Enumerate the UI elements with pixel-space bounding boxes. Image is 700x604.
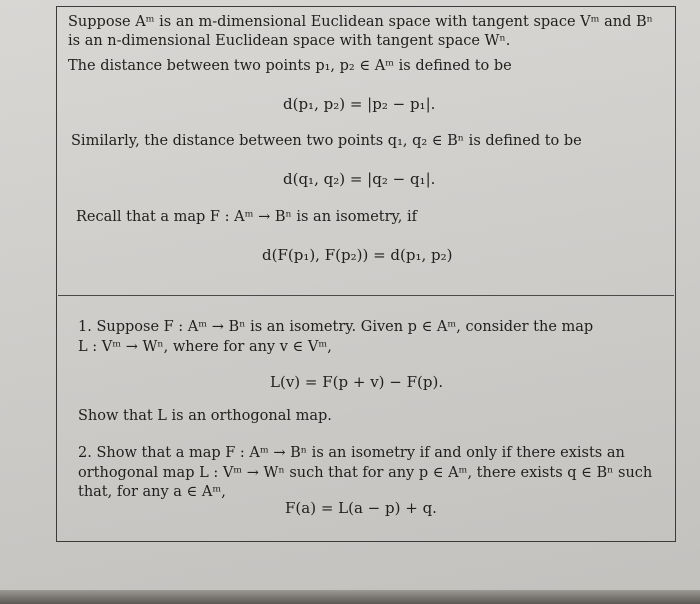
intro-line-4: Similarly, the distance between two points q₁, q₂ ∈ Bⁿ is defined to be [71, 133, 582, 149]
intro-line-3: The distance between two points p₁, p₂ ∈ Aᵐ is defined to be [68, 58, 512, 74]
problem-2-line-2: orthogonal map L : Vᵐ → Wⁿ such that for any p ∈ Aᵐ, there exists q ∈ Bⁿ such [78, 465, 653, 481]
intro-line-2: is an n-dimensional Euclidean space with tangent space Wⁿ. [68, 33, 511, 49]
problem-1-line-3: Show that L is an orthogonal map. [78, 408, 332, 424]
isometry-equation: d(F(p₁), F(p₂)) = d(p₁, p₂) [262, 246, 453, 264]
intro-line-5: Recall that a map F : Aᵐ → Bⁿ is an isometry, if [76, 209, 418, 225]
table-edge-shadow [0, 590, 700, 604]
section-divider [58, 295, 674, 296]
distance-equation-a: d(p₁, p₂) = |p₂ − p₁|. [283, 95, 436, 113]
problem-1-equation: L(v) = F(p + v) − F(p). [270, 373, 444, 391]
distance-equation-b: d(q₁, q₂) = |q₂ − q₁|. [283, 170, 436, 188]
problem-1-line-1: 1. Suppose F : Aᵐ → Bⁿ is an isometry. Given p ∈ Aᵐ, consider the map [78, 319, 594, 335]
problem-2-equation: F(a) = L(a − p) + q. [285, 499, 437, 517]
intro-line-1: Suppose Aᵐ is an m-dimensional Euclidean space with tangent space Vᵐ and Bⁿ [68, 14, 653, 30]
problem-2-line-1: 2. Show that a map F : Aᵐ → Bⁿ is an isometry if and only if there exists an [78, 445, 625, 461]
problem-2-line-3: that, for any a ∈ Aᵐ, [78, 484, 226, 500]
problem-1-line-2: L : Vᵐ → Wⁿ, where for any v ∈ Vᵐ, [78, 339, 332, 355]
